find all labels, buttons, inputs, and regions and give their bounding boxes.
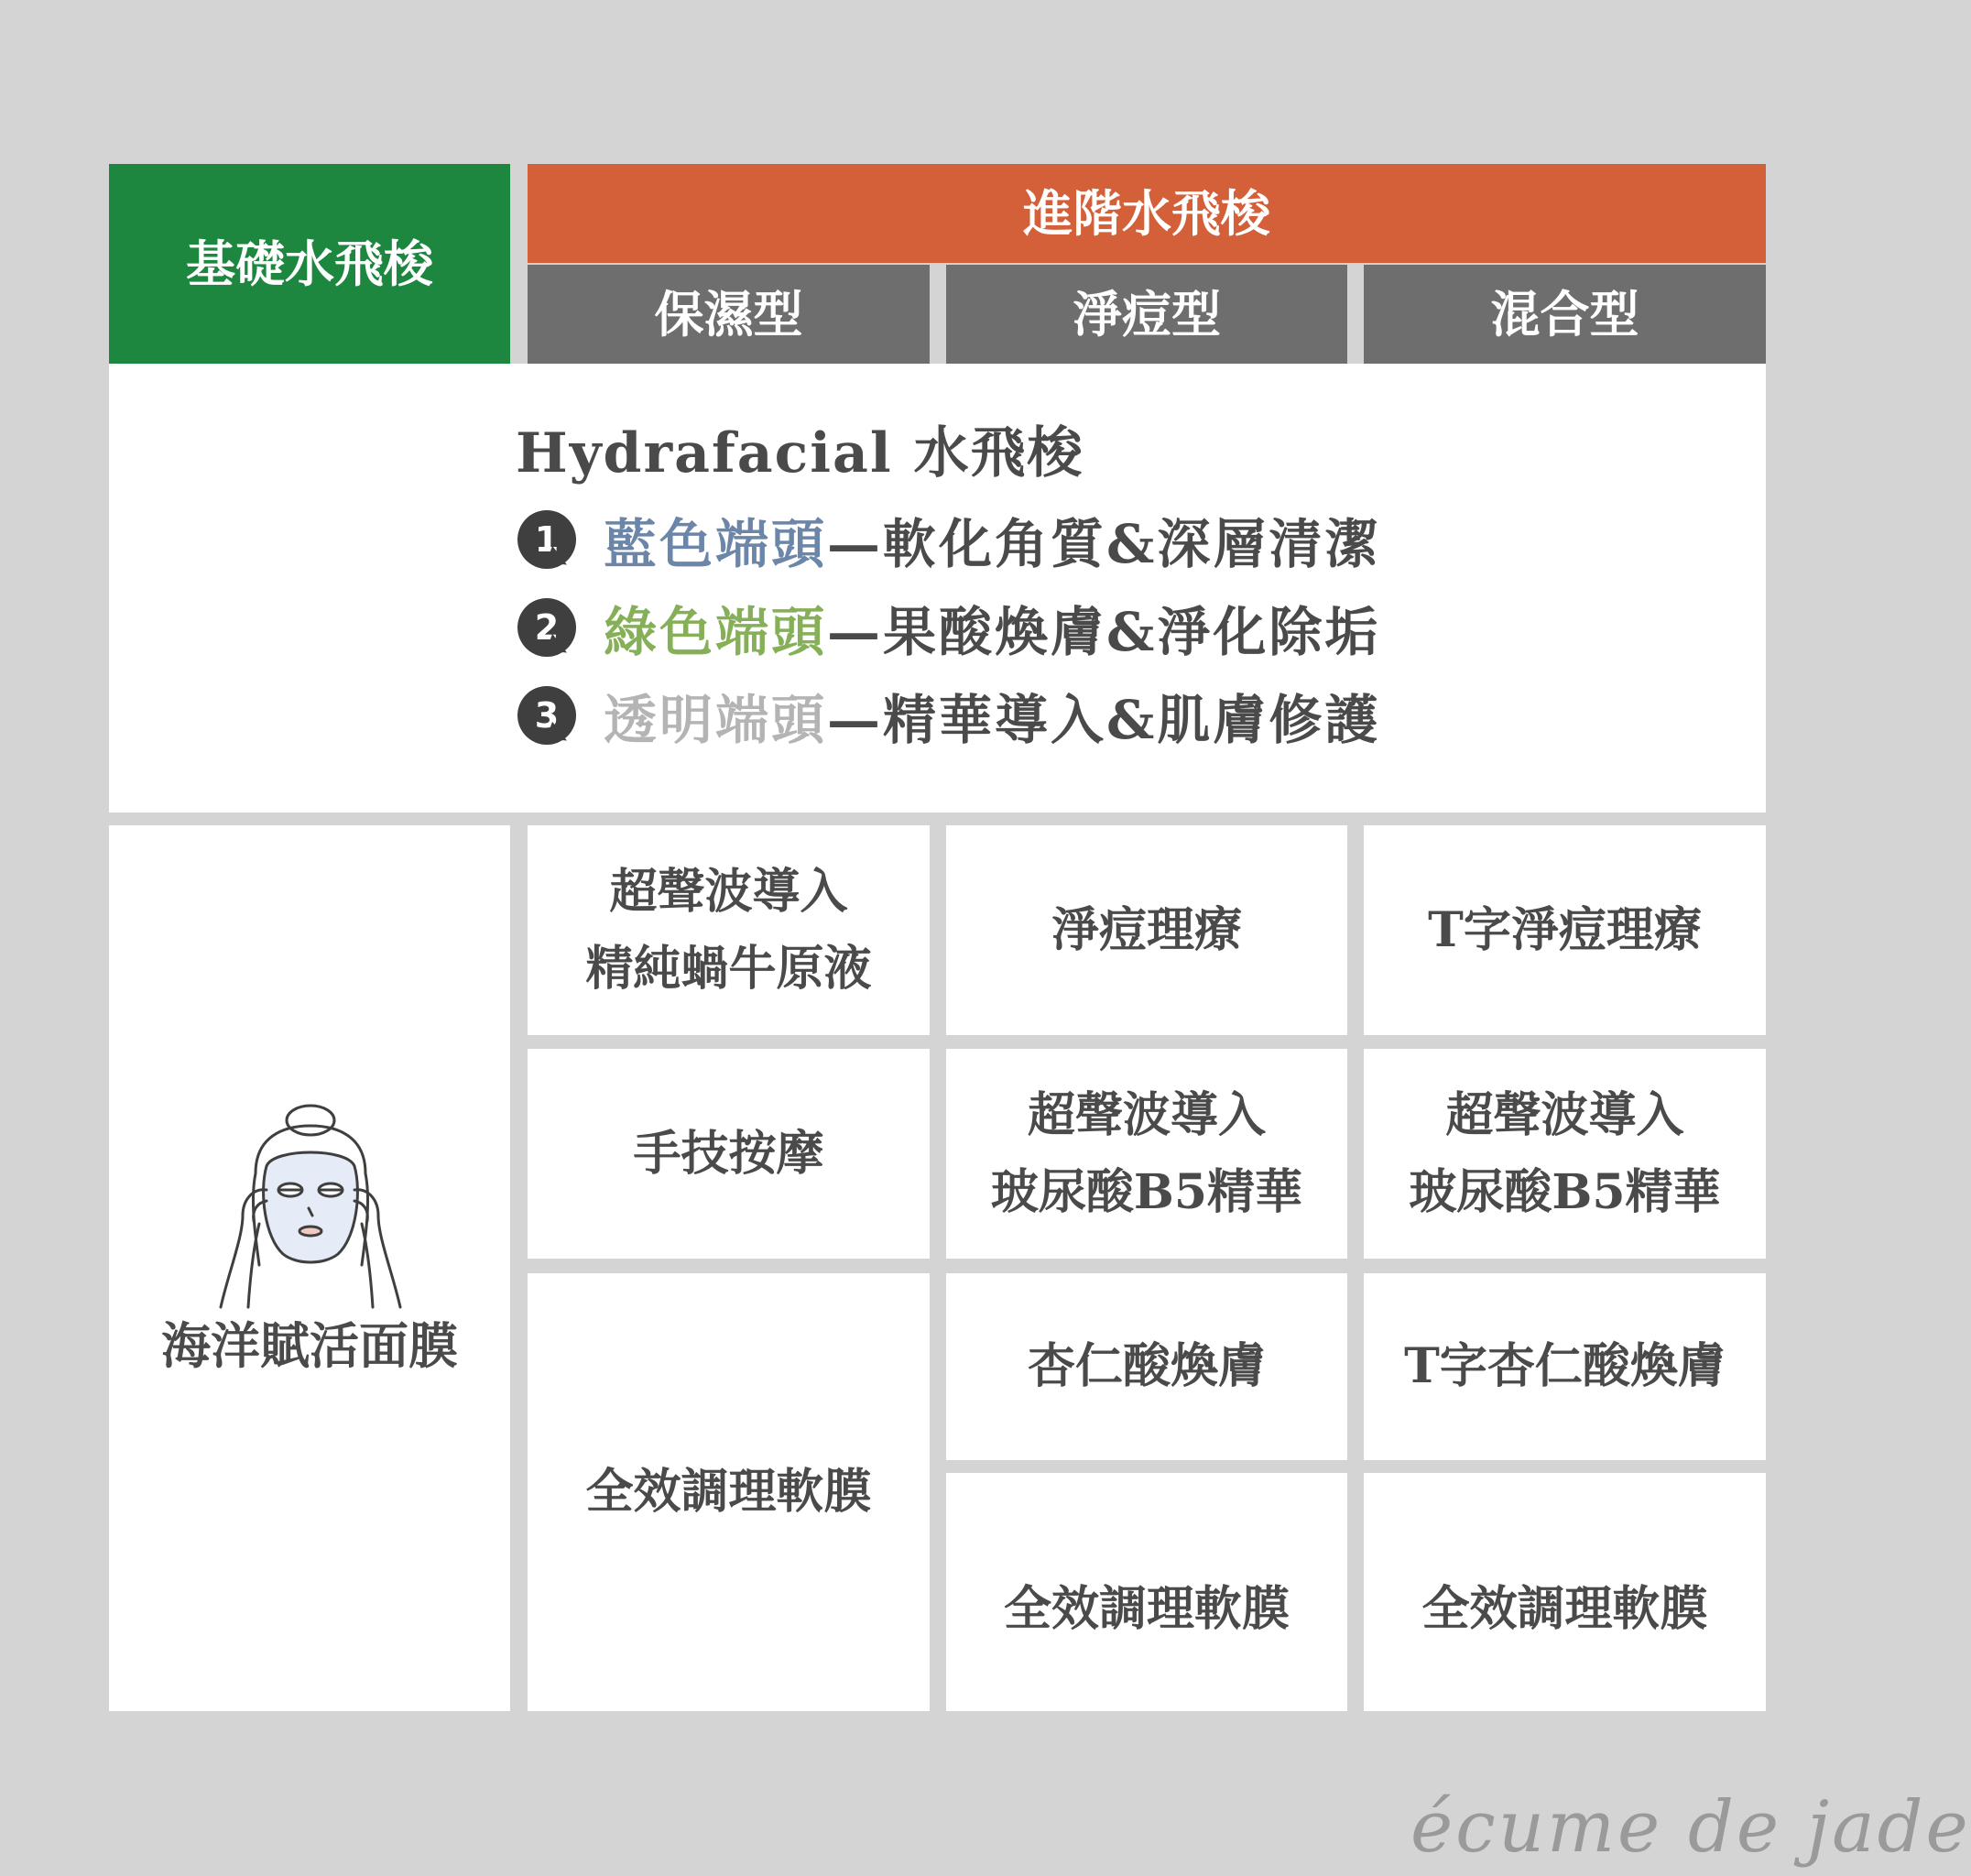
header-type-label: 保濕型 [654, 285, 803, 344]
hydrating-cell-2 [528, 1049, 930, 1259]
hydrating-cell-1 [528, 825, 930, 1035]
cell-line: 超聲波導入 [609, 863, 848, 920]
cell-line: 全效調理軟膜 [1421, 1581, 1708, 1637]
combo-cell-1 [1364, 825, 1766, 1035]
description-title: Hydrafacial 水飛梭 [516, 421, 1084, 485]
header-basic [109, 164, 510, 364]
face-mask-woman-icon [210, 1100, 411, 1311]
header-basic-label: 基礎水飛梭 [186, 234, 433, 293]
acne-cell-3 [946, 1273, 1347, 1460]
step-rest-label: —精華導入&肌膚修護 [827, 689, 1381, 751]
header-type-label: 淨痘型 [1073, 285, 1221, 344]
combo-cell-3 [1364, 1273, 1766, 1460]
step-item [517, 496, 1380, 584]
cell-line: 超聲波導入 [1027, 1086, 1266, 1143]
cell-line: 玻尿酸B5精華 [990, 1163, 1303, 1220]
step-rest-label: —果酸煥膚&淨化除垢 [827, 601, 1381, 663]
cell-line: 玻尿酸B5精華 [1409, 1163, 1721, 1220]
step-rest-label: —軟化角質&深層清潔 [827, 513, 1381, 575]
combo-cell-2 [1364, 1049, 1766, 1259]
cell-line: 全效調理軟膜 [585, 1464, 872, 1520]
cell-line: 淨痘理療 [1051, 901, 1242, 958]
cell-line: 杏仁酸煥膚 [1027, 1338, 1266, 1394]
header-type-hydrating [528, 265, 930, 364]
step-list [517, 496, 1380, 759]
step-text [604, 677, 1380, 754]
description-panel [109, 364, 1766, 813]
step-item [517, 671, 1380, 759]
acne-cell-1 [946, 825, 1347, 1035]
basic-mask-cell [109, 825, 510, 1711]
hydrating-cell-3 [528, 1273, 930, 1711]
basic-mask-label: 海洋賦活面膜 [161, 1316, 458, 1375]
cell-line: 精純蝸牛原液 [585, 940, 872, 997]
step-item [517, 584, 1380, 671]
brand-watermark: écume de jade [1410, 1786, 1971, 1869]
step-text [604, 589, 1380, 666]
header-type-acne [946, 265, 1347, 364]
combo-cell-4 [1364, 1473, 1766, 1711]
step-number-badge: 2 [517, 598, 576, 657]
cell-line: 手技按摩 [633, 1125, 824, 1182]
acne-cell-4 [946, 1473, 1347, 1711]
cell-line: 全效調理軟膜 [1003, 1581, 1290, 1637]
step-number-badge: 1 [517, 510, 576, 569]
acne-cell-2 [946, 1049, 1347, 1259]
cell-line: 超聲波導入 [1445, 1086, 1684, 1143]
step-tip-label: 藍色端頭 [604, 513, 828, 575]
header-advanced-label: 進階水飛梭 [1023, 184, 1270, 243]
step-number-badge: 3 [517, 686, 576, 745]
cell-line: T字杏仁酸煥膚 [1404, 1338, 1726, 1394]
step-tip-label: 綠色端頭 [604, 601, 828, 663]
header-type-label: 混合型 [1490, 285, 1639, 344]
step-text [604, 501, 1380, 578]
header-advanced [528, 164, 1766, 263]
header-type-combo [1364, 265, 1766, 364]
cell-line: T字淨痘理療 [1428, 901, 1702, 958]
step-tip-label: 透明端頭 [604, 689, 828, 751]
